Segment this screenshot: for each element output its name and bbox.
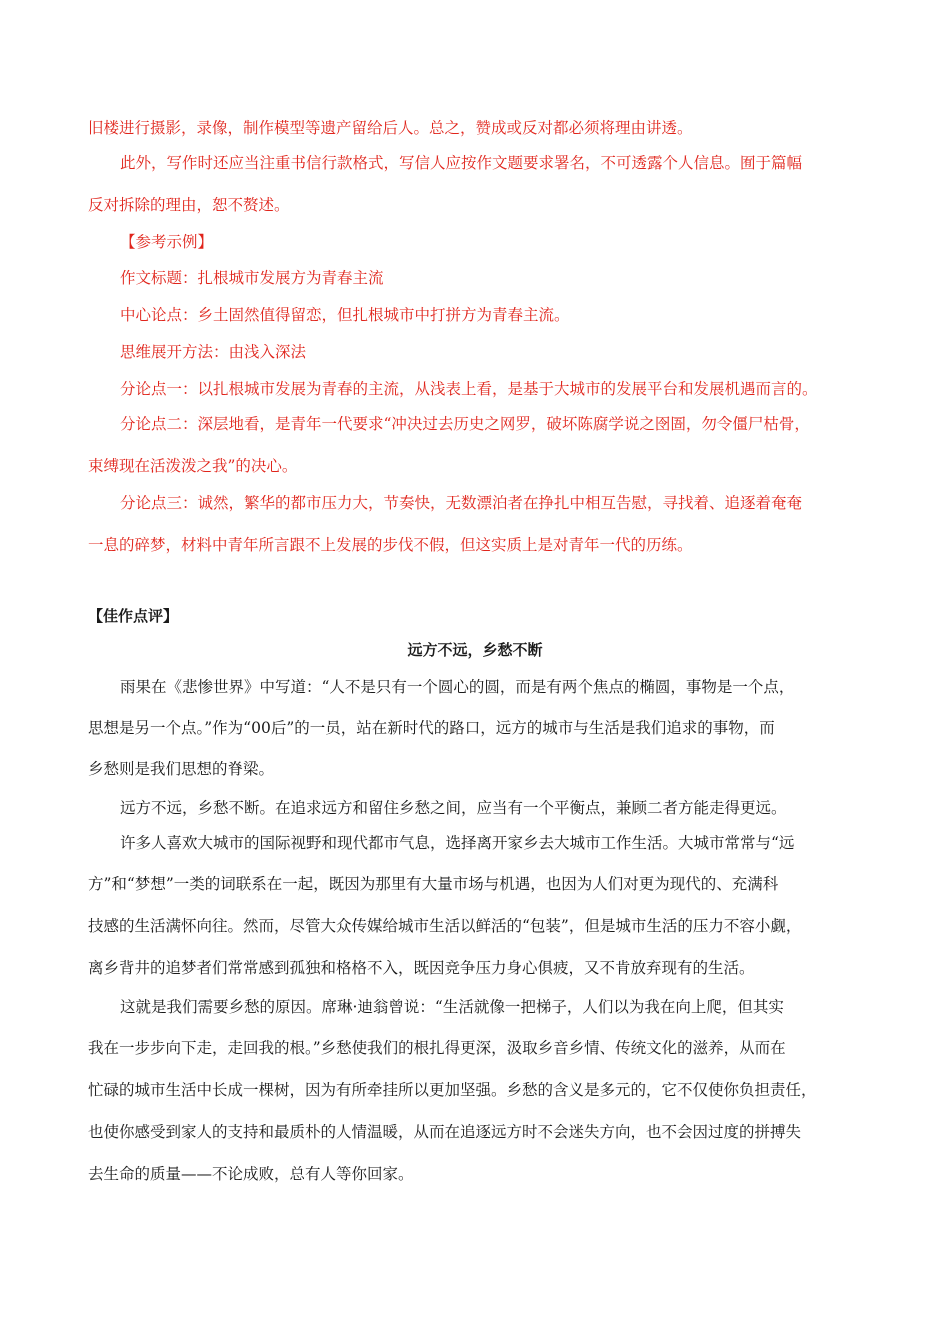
paragraph-line: 我在一步步向下走，走回我的根。”乡愁使我们的根扎得更深，汲取乡音乡情、传统文化的滋养，从而在 <box>88 1039 786 1057</box>
thinking-method: 思维展开方法：由浅入深法 <box>120 343 307 361</box>
analysis-line: 此外，写作时还应当注重书信行款格式，写信人应按作文题要求署名，不可透露个人信息。囿于篇幅 <box>120 154 803 172</box>
paragraph-line: 方”和“梦想”一类的词联系在一起，既因为那里有大量市场与机遇，也因为人们对更为现代的、充满科 <box>88 875 779 893</box>
central-argument: 中心论点：乡土固然值得留恋，但扎根城市中打拼方为青春主流。 <box>120 306 570 324</box>
paragraph-line: 雨果在《悲惨世界》中写道：“人不是只有一个圆心的圆，而是有两个焦点的椭圆，事物是一个点， <box>120 678 795 696</box>
analysis-line: 反对拆除的理由，恕不赘述。 <box>88 196 290 214</box>
analysis-line: 旧楼进行摄影，录像，制作模型等遗产留给后人。总之，赞成或反对都必须将理由讲透。 <box>88 119 693 137</box>
paragraph-line: 去生命的质量——不论成败，总有人等你回家。 <box>88 1165 414 1183</box>
sub-point-2: 分论点二：深层地看，是青年一代要求“冲决过去历史之网罗，破坏陈腐学说之囹圄，勿令僵尸枯骨， <box>120 415 810 433</box>
paragraph-line: 思想是另一个点。”作为“00后”的一员，站在新时代的路口，远方的城市与生活是我们追求的事物，而 <box>88 719 775 737</box>
paragraph-line: 远方不远，乡愁不断。在追求远方和留住乡愁之间，应当有一个平衡点，兼顾二者方能走得更远。 <box>120 799 787 817</box>
essay-title: 远方不远，乡愁不断 <box>407 641 543 659</box>
commentary-heading: 【佳作点评】 <box>88 607 179 625</box>
reference-example-heading: 【参考示例】 <box>120 233 214 251</box>
paragraph-line: 许多人喜欢大城市的国际视野和现代都市气息，选择离开家乡去大城市工作生活。大城市常常与“远 <box>120 834 795 852</box>
sub-point-3-cont: 一息的碎梦，材料中青年所言跟不上发展的步伐不假，但这实质上是对青年一代的历练。 <box>88 536 693 554</box>
sub-point-1: 分论点一：以扎根城市发展为青春的主流，从浅表上看，是基于大城市的发展平台和发展机遇而言的。 <box>120 380 818 398</box>
paragraph-line: 乡愁则是我们思想的脊梁。 <box>88 760 275 778</box>
sub-point-2-cont: 束缚现在活泼泼之我”的决心。 <box>88 457 298 475</box>
paragraph-line: 忙碌的城市生活中长成一棵树，因为有所牵挂所以更加坚强。乡愁的含义是多元的，它不仅使你负担责任， <box>88 1081 817 1099</box>
paragraph-line: 技感的生活满怀向往。然而，尽管大众传媒给城市生活以鲜活的“包装”，但是城市生活的压力不容小觑， <box>88 917 802 935</box>
paragraph-line: 离乡背井的追梦者们常常感到孤独和格格不入，既因竞争压力身心俱疲，又不肯放弃现有的生活。 <box>88 959 755 977</box>
reference-essay-title: 作文标题：扎根城市发展方为青春主流 <box>120 269 384 287</box>
paragraph-line: 这就是我们需要乡愁的原因。席琳·迪翁曾说：“生活就像一把梯子，人们以为我在向上爬，但其实 <box>120 998 784 1016</box>
sub-point-3: 分论点三：诚然，繁华的都市压力大，节奏快，无数漂泊者在挣扎中相互告慰，寻找着、追逐着奄奄 <box>120 494 803 512</box>
paragraph-line: 也使你感受到家人的支持和最质朴的人情温暖，从而在追逐远方时不会迷失方向，也不会因过度的拼搏失 <box>88 1123 802 1141</box>
